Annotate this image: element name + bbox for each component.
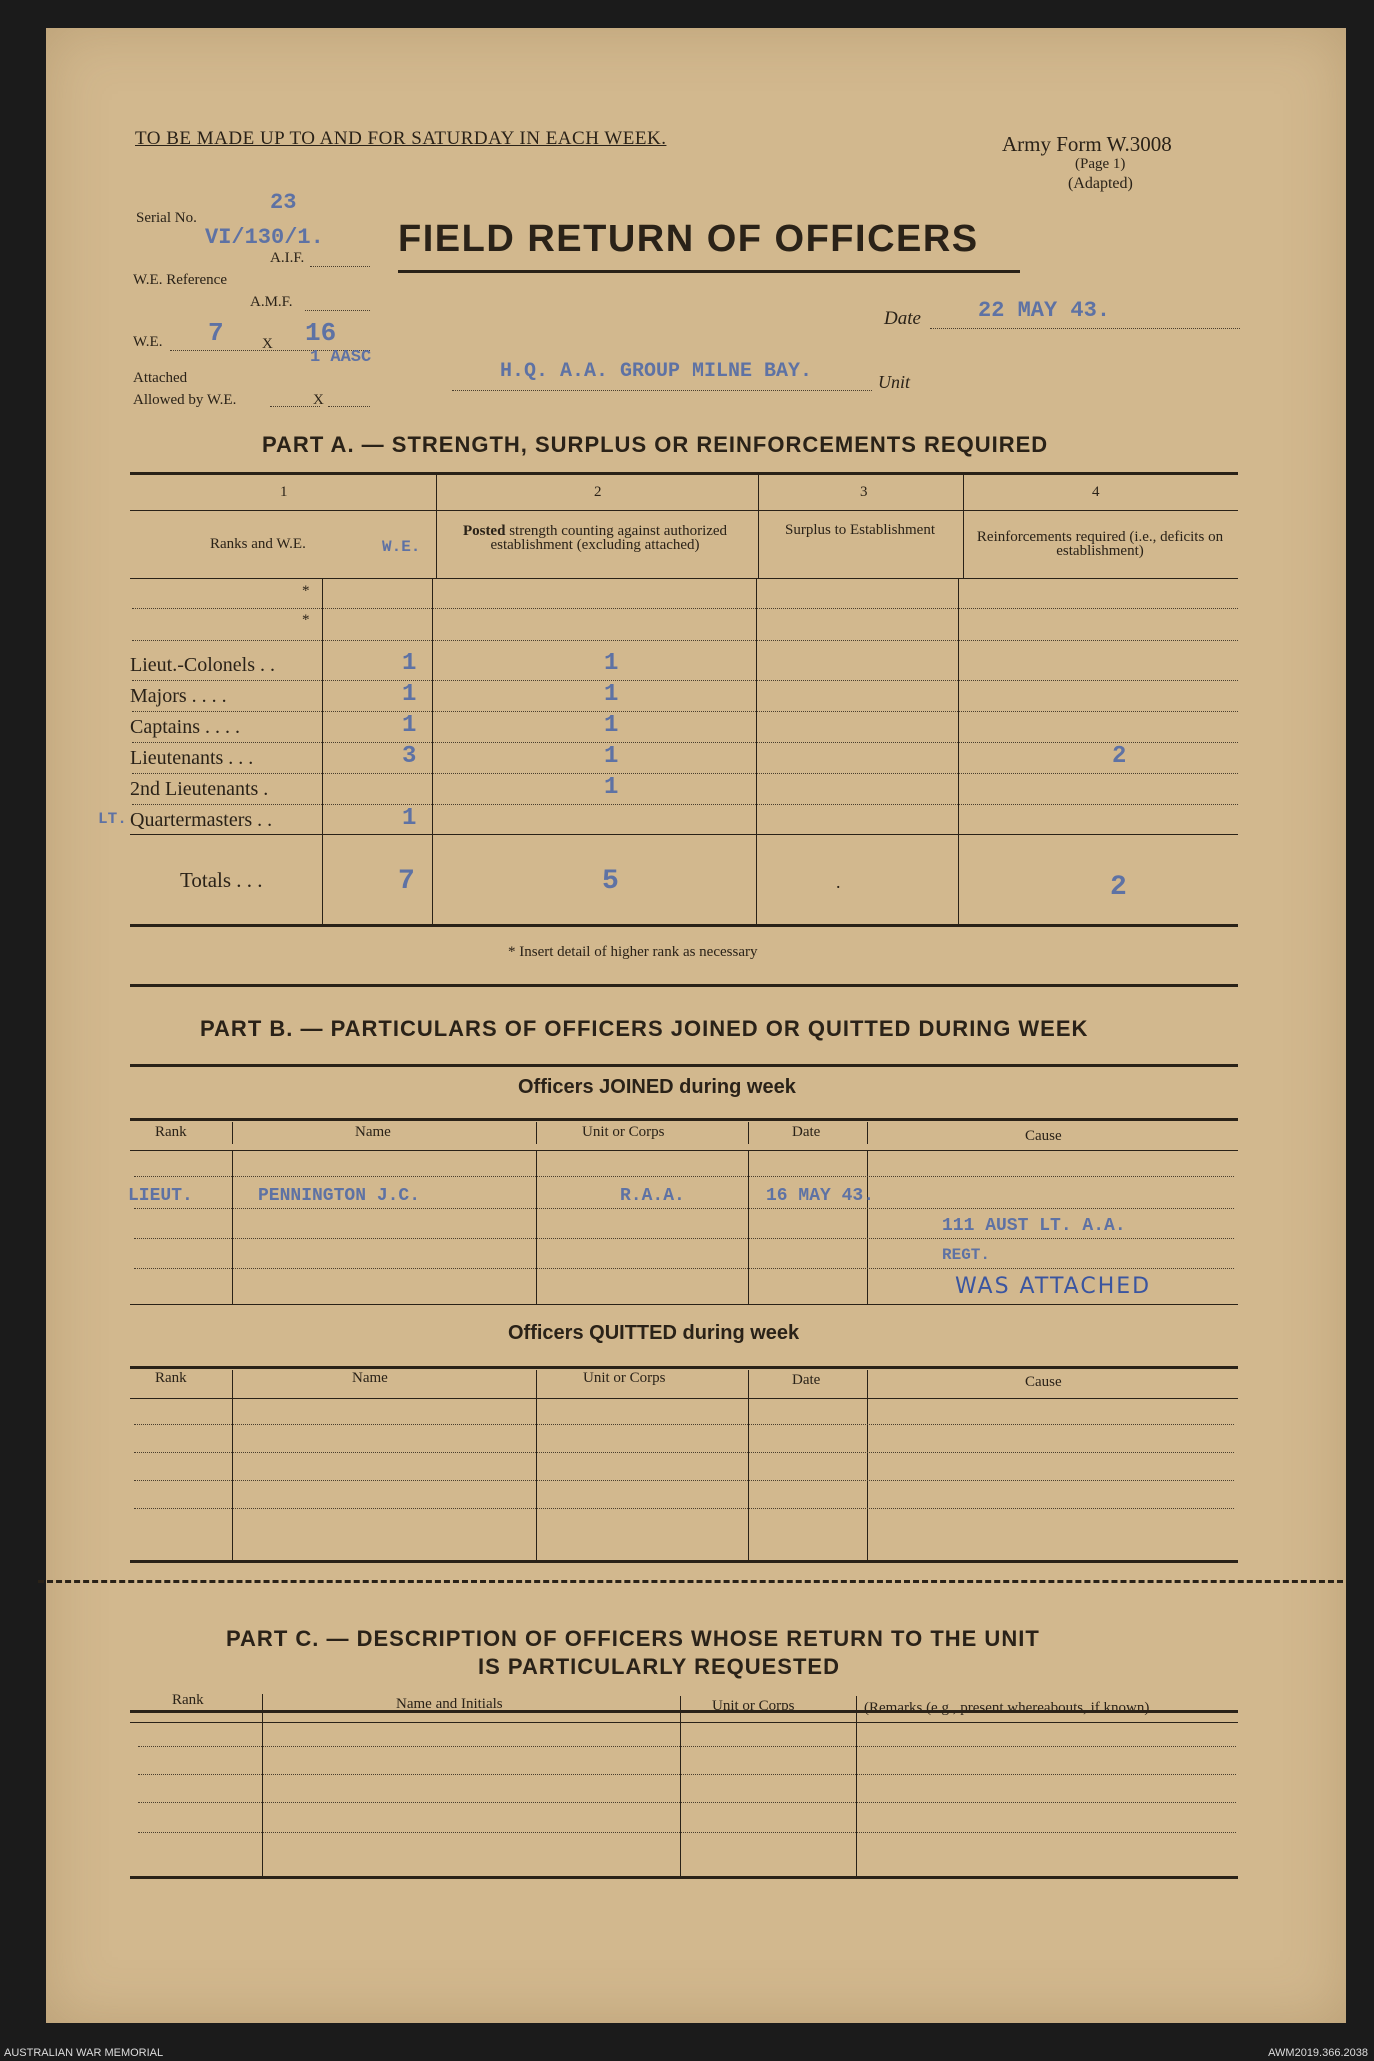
quitted-title: Officers QUITTED during week (508, 1322, 800, 1344)
we-value-2: 16 (305, 318, 337, 348)
unit-label: Unit (878, 372, 911, 392)
col1-header: Ranks and W.E. (210, 536, 306, 552)
c-col-name: Name and Initials (396, 1696, 503, 1712)
joined-col-date: Date (792, 1124, 821, 1140)
col4-header: Reinforcements required (i.e., deficits on establishment) (976, 529, 1224, 559)
posted-captains: 1 (604, 712, 619, 739)
c-col-unit: Unit or Corps (712, 1698, 795, 1714)
footer-left: AUSTRALIAN WAR MEMORIAL (4, 2047, 164, 2059)
we-reference-label: W.E. Reference (133, 272, 227, 288)
joined-col-unit: Unit or Corps (582, 1124, 665, 1140)
joined-rank: LIEUT. (128, 1186, 193, 1206)
joined-cause-2: REGT. (942, 1246, 991, 1264)
total-reinforcements: 2 (1110, 872, 1127, 903)
joined-col-rank: Rank (155, 1124, 187, 1140)
page-title: FIELD RETURN OF OFFICERS (398, 218, 979, 260)
part-a-footnote: * Insert detail of higher rank as necessary (508, 944, 758, 960)
we-quartermasters: 1 (402, 805, 417, 832)
quitted-col-name: Name (352, 1370, 388, 1386)
posted-lieut-colonels: 1 (604, 650, 619, 677)
we-lieutenants: 3 (402, 743, 417, 770)
part-a-title: PART A. — STRENGTH, SURPLUS OR REINFORCEMENTS REQUIRED (262, 432, 1049, 457)
quitted-col-date: Date (792, 1372, 821, 1388)
we-lieut-colonels: 1 (402, 650, 417, 677)
joined-cause-1: 111 AUST LT. A.A. (942, 1216, 1126, 1236)
rank-quartermasters: Quartermasters . . (130, 809, 273, 831)
totals-label: Totals . . . (180, 868, 263, 892)
instruction-text: TO BE MADE UP TO AND FOR SATURDAY IN EACH WEEK. (135, 128, 667, 149)
star-1: * (302, 583, 310, 599)
total-we: 7 (398, 866, 415, 897)
joined-unit: R.A.A. (620, 1186, 685, 1206)
joined-name: PENNINGTON J.C. (258, 1186, 421, 1206)
joined-cause-3: WAS ATTACHED (955, 1274, 1152, 1299)
col-number-2: 2 (594, 484, 602, 500)
quitted-col-cause: Cause (1025, 1374, 1062, 1390)
part-c-title-1: PART C. — DESCRIPTION OF OFFICERS WHOSE RETURN TO THE UNIT (226, 1626, 1040, 1651)
quitted-col-rank: Rank (155, 1370, 187, 1386)
joined-date: 16 MAY 43. (766, 1186, 875, 1206)
part-a-top-rule (130, 472, 1238, 475)
rank-captains: Captains . . . . (130, 716, 240, 738)
part-c-title-2: IS PARTICULARLY REQUESTED (478, 1654, 840, 1679)
part-b-title: PART B. — PARTICULARS OF OFFICERS JOINED OR QUITTED DURING WEEK (200, 1016, 1089, 1041)
joined-col-name: Name (355, 1124, 391, 1140)
aasc-value: 1 AASC (310, 348, 372, 367)
c-col-remarks: (Remarks (e.g., present whereabouts, if known) (864, 1700, 1150, 1716)
col1-we: W.E. (382, 538, 421, 556)
title-underline (398, 270, 1020, 273)
serial-label: Serial No. (136, 210, 197, 226)
form-number: Army Form W.3008 (1002, 132, 1172, 156)
col2-header: Posted strength counting against authorized establishment (excluding attached) (462, 523, 728, 553)
attached-label: Attached (133, 370, 188, 386)
unit-value: H.Q. A.A. GROUP MILNE BAY. (500, 360, 813, 383)
quitted-col-unit: Unit or Corps (583, 1370, 666, 1386)
we-majors: 1 (402, 681, 417, 708)
reinforcements-lieutenants: 2 (1112, 743, 1127, 770)
date-label: Date (884, 308, 921, 329)
posted-majors: 1 (604, 681, 619, 708)
date-value: 22 MAY 43. (978, 298, 1111, 323)
c-col-rank: Rank (172, 1692, 204, 1708)
posted-lieutenants: 1 (604, 743, 619, 770)
col-number-1: 1 (280, 484, 288, 500)
rank-lieut-colonels: Lieut.-Colonels . . (130, 654, 275, 676)
col-number-4: 4 (1092, 484, 1100, 500)
serial-value: VI/130/1. (205, 225, 324, 250)
allowed-label: Allowed by W.E. (133, 392, 237, 408)
col3-header: Surplus to Establishment (785, 522, 935, 538)
total-posted: 5 (602, 866, 619, 897)
serial-number: 23 (270, 190, 297, 215)
lt-margin-note: LT. (98, 810, 127, 828)
amf-label: A.M.F. (250, 294, 293, 310)
posted-2nd-lieutenants: 1 (604, 774, 619, 801)
total-surplus: . (836, 872, 841, 892)
allowed-x: X (313, 392, 324, 408)
col-number-3: 3 (860, 484, 868, 500)
joined-title: Officers JOINED during week (518, 1076, 796, 1098)
we-label: W.E. (133, 334, 163, 350)
rank-majors: Majors . . . . (130, 685, 227, 707)
we-x-label: X (262, 336, 273, 352)
page-label: (Page 1) (1075, 156, 1126, 172)
we-value-1: 7 (208, 318, 224, 348)
we-captains: 1 (402, 712, 417, 739)
aif-label: A.I.F. (270, 250, 305, 266)
perforation-line (38, 1580, 1343, 1583)
rank-lieutenants: Lieutenants . . . (130, 747, 254, 769)
joined-col-cause: Cause (1025, 1128, 1062, 1144)
footer-right: AWM2019.366.2038 (1268, 2047, 1368, 2059)
star-2: * (302, 612, 310, 628)
rank-2nd-lieutenants: 2nd Lieutenants . (130, 778, 269, 800)
adapted-label: (Adapted) (1068, 175, 1133, 192)
